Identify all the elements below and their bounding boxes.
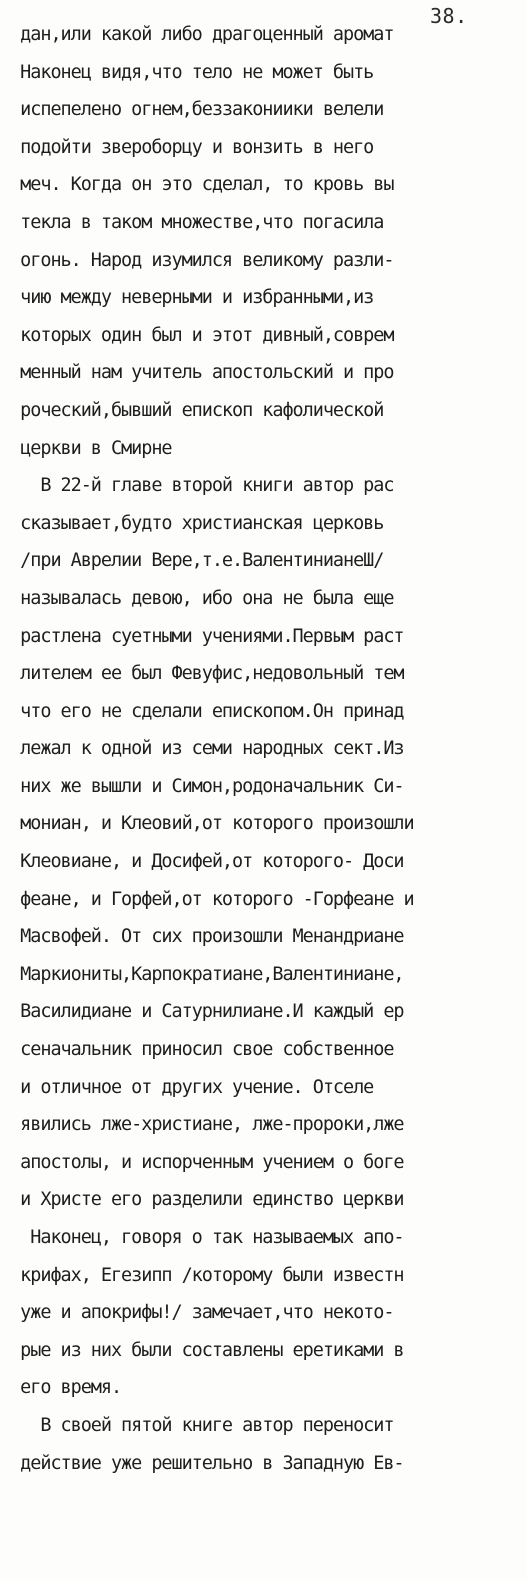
text-line: Масвофей. От сих произошли Менандриане	[0, 926, 404, 948]
text-line: меч. Когда он это сделал, то кровь вы	[0, 174, 394, 196]
paragraph-first-line: Наконец, говоря о так называемых апо-	[0, 1227, 404, 1248]
text-line: его время.	[0, 1377, 122, 1399]
text-line: Василидиане и Сатурнилиане.И каждый ер	[0, 1001, 404, 1023]
text-line: Клеовиане, и Досифей,от которого- Доси	[0, 851, 404, 873]
text-line: роческий,бывший епископ кафолической	[0, 399, 384, 421]
text-line: феане, и Горфей,от которого -Горфеане и	[0, 888, 414, 910]
text-line: текла в таком множестве,что погасила	[0, 211, 384, 233]
text-line: сказывает,будто христианская церковь	[0, 512, 384, 534]
text-line: явились лже-христиане, лже-пророки,лже	[0, 1114, 404, 1136]
text-line: уже и апокрифы!/ замечает,что некото-	[0, 1302, 394, 1324]
text-line: крифах, Егезипп /которому были известн	[0, 1264, 404, 1286]
text-line: и отличное от других учение. Отселе	[0, 1076, 374, 1098]
text-line: церкви в Смирне	[0, 437, 172, 459]
text-line: называлась девою, ибо она не была еще	[0, 587, 394, 609]
text-line: /при Аврелии Вере,т.е.ВалентинианеШ/	[0, 550, 384, 572]
page-number: 38.	[430, 4, 468, 28]
text-line: мониан, и Клеовий,от которого произошли	[0, 813, 414, 835]
text-line: Маркиониты,Карпократиане,Валентиниане,	[0, 963, 404, 985]
text-line: растлена суетными учениями.Первым раст	[0, 625, 404, 647]
text-line: чию между неверными и избранными,из	[0, 287, 374, 309]
text-line: действие уже решительно в Западную Ев-	[0, 1452, 404, 1474]
text-line: испепелено огнем,беззакониики велели	[0, 99, 384, 121]
text-line: сеначальник приносил свое собственное	[0, 1039, 394, 1061]
text-line: которых один был и этот дивный,соврем	[0, 324, 394, 346]
text-line: лежал к одной из семи народных сект.Из	[0, 738, 404, 760]
text-line: менный нам учитель апостольский и про	[0, 362, 394, 384]
text-line: них же вышли и Симон,родоначальник Си-	[0, 775, 404, 797]
text-line: лителем ее был Февуфис,недовольный тем	[0, 663, 404, 685]
text-line: апостолы, и испорченным учением о боге	[0, 1151, 404, 1173]
text-line: Наконец видя,что тело не может быть	[0, 61, 374, 83]
paragraph-first-line: В своей пятой книге автор переносит	[0, 1414, 394, 1436]
paragraph-first-line: В 22-й главе второй книги автор рас	[0, 475, 394, 497]
text-line: рые из них были составлены еретиками в	[0, 1339, 404, 1361]
text-line: и Христе его разделили единство церкви	[0, 1189, 404, 1211]
text-line: огонь. Народ изумился великому разли-	[0, 249, 394, 271]
text-line: дан,или какой либо драгоценный аромат	[0, 24, 394, 45]
body-text	[0, 16, 527, 1482]
text-line: что его не сделали епископом.Он принад	[0, 700, 404, 722]
text-line: подойти звероборцу и вонзить в него	[0, 136, 374, 158]
